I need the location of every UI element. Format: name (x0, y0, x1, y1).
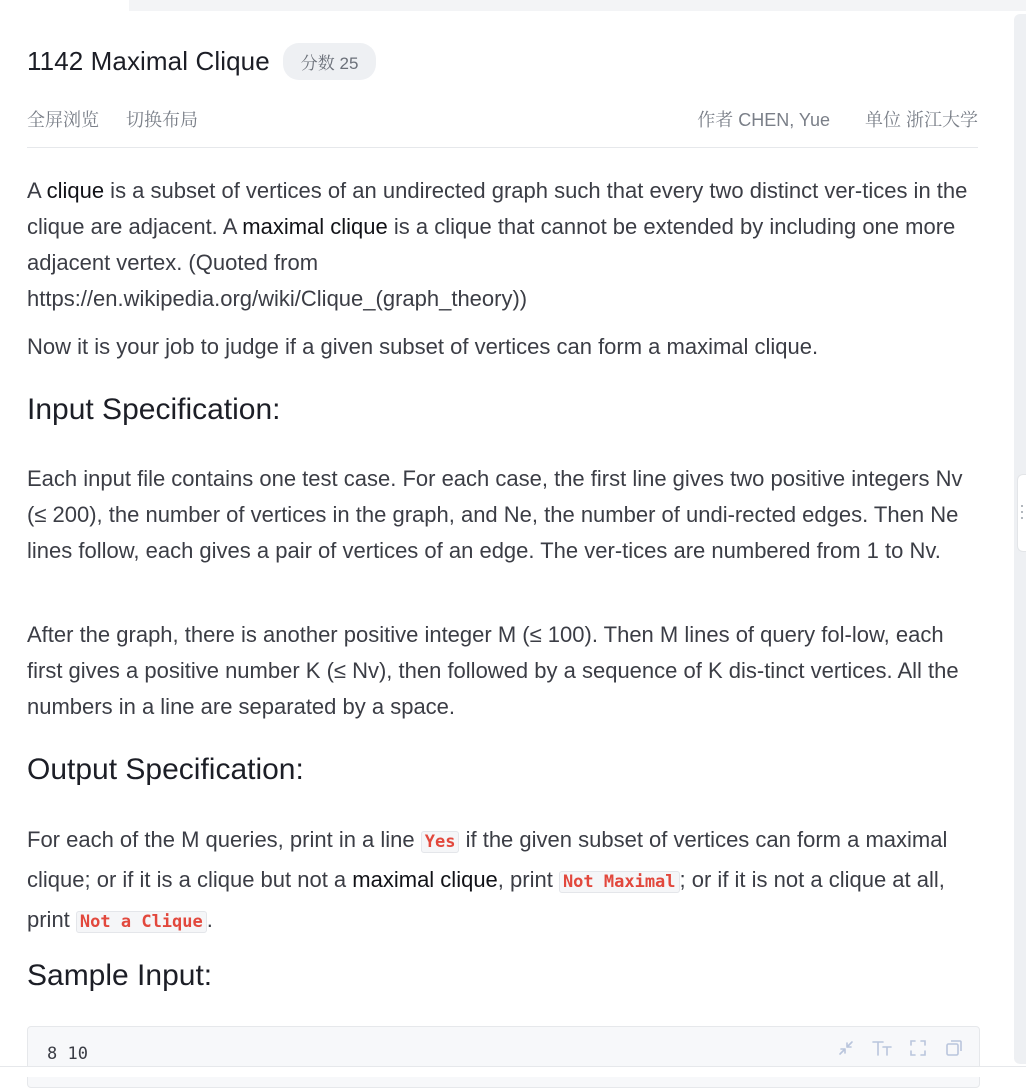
text-span: For each of the M queries, print in a line (27, 827, 421, 852)
text-span: ; or if it is not a clique at all, print (27, 867, 945, 932)
text-span: if the given subset of vertices can form a maximal clique; or if it is a clique but not a (27, 827, 948, 892)
sample-input-heading: Sample Input: (27, 959, 213, 992)
description-paragraph-2: Now it is your job to judge if a given subset of vertices can form a maximal clique. (27, 334, 819, 359)
top-nav-strip (129, 0, 1026, 11)
code-not-a-clique: Not a Clique (76, 911, 207, 933)
score-badge: 分数 25 (283, 43, 377, 80)
input-spec-paragraph-2: After the graph, there is another positive integer M (≤ 100). Then M lines of query fol-low, each first gives a positive number K (≤ Nv), then followed by a sequence of K dis-tinct vertices. All the numbers in a line are separated by a space. (27, 622, 959, 719)
font-size-icon[interactable] (871, 1037, 893, 1059)
title-row (27, 43, 376, 80)
text-span: . (206, 907, 213, 932)
code-not-maximal: Not Maximal (559, 871, 680, 893)
text-span: A (27, 178, 47, 203)
maximal-clique-term: maximal clique (242, 214, 388, 239)
wikipedia-url: https://en.wikipedia.org/wiki/Clique_(graph_theory)) (27, 286, 528, 311)
output-spec-heading: Output Specification: (27, 753, 304, 786)
sample-input-code: 8 10 (47, 1044, 88, 1064)
maximal-clique-term: maximal clique (352, 867, 498, 892)
switch-layout-link[interactable]: 切换布局 (126, 110, 199, 130)
divider (27, 147, 978, 148)
problem-toolbar (27, 106, 978, 130)
collapse-icon[interactable] (835, 1037, 857, 1059)
code-toolbar (835, 1037, 965, 1059)
unit-label: 单位 浙江大学 (864, 110, 978, 130)
clique-term: clique (46, 178, 105, 203)
text-span: , print (497, 867, 559, 892)
sample-input-codebox (27, 1026, 980, 1088)
handle-dot (1021, 517, 1023, 519)
bottom-edge (0, 1066, 1026, 1077)
text-span: is a clique that cannot be extended by including one more adjacent vertex. (Quoted from (27, 214, 956, 275)
text-span: is a subset of vertices of an undirected graph such that every two distinct ver-tices in the clique are adjacent. A (27, 178, 968, 239)
problem-title: 1142 Maximal Clique (27, 46, 270, 76)
input-spec-heading: Input Specification: (27, 393, 281, 426)
description-paragraph-1 (27, 173, 978, 317)
handle-dot (1021, 505, 1023, 507)
handle-dot (1021, 511, 1023, 513)
author-label: 作者 CHEN, Yue (697, 110, 830, 130)
output-spec-paragraph (27, 821, 978, 941)
fullscreen-link[interactable]: 全屏浏览 (27, 110, 99, 130)
input-spec-paragraph-1: Each input file contains one test case. For each case, the first line gives two positive integers Nv (≤ 200), the number of vertices in the graph, and Ne, the number of undi-rected edges. Then Ne lines follow, each gives a pair of vertices of an edge. The ver-tices are numbered from 1 to Nv. (27, 466, 963, 563)
copy-icon[interactable] (943, 1037, 965, 1059)
fullscreen-icon[interactable] (907, 1037, 929, 1059)
resize-handle[interactable] (1017, 474, 1026, 552)
code-yes: Yes (421, 831, 460, 853)
